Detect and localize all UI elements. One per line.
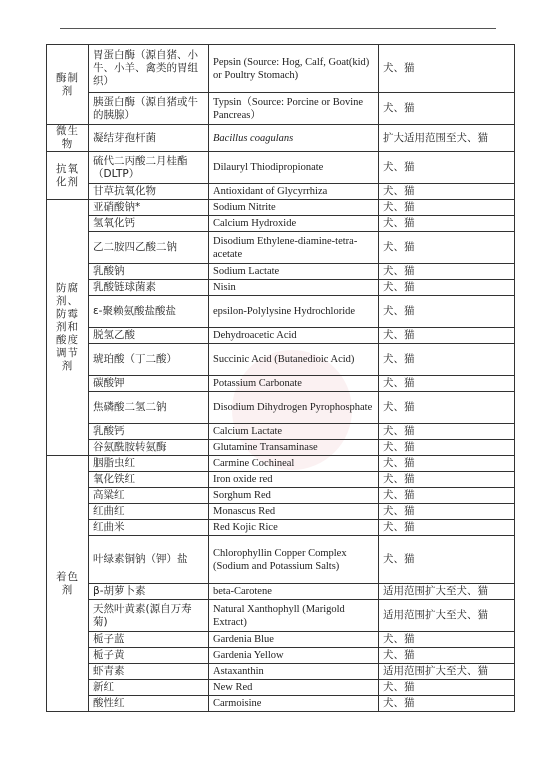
scope-cell: 犬、猫 [379,632,515,648]
table-row [47,520,515,536]
table-row [47,344,515,376]
chinese-name-cell: 栀子黄 [89,648,209,664]
table-row [47,232,515,264]
table-row [47,600,515,632]
table-row [47,125,515,152]
chinese-name-cell: 天然叶黄素(源自万寿菊) [89,600,209,632]
scope-cell: 犬、猫 [379,328,515,344]
scope-cell: 犬、猫 [379,152,515,184]
table-row [47,216,515,232]
scope-cell: 犬、猫 [379,520,515,536]
scope-cell: 犬、猫 [379,392,515,424]
scope-cell: 犬、猫 [379,648,515,664]
scope-cell: 犬、猫 [379,680,515,696]
english-name-cell: Sodium Nitrite [209,200,379,216]
category-cell: 着色 剂 [47,456,89,712]
scope-cell: 扩大适用范围至犬、猫 [379,125,515,152]
scope-cell: 犬、猫 [379,376,515,392]
scope-cell: 犬、猫 [379,424,515,440]
english-name-cell: Nisin [209,280,379,296]
english-name-cell: Typsin（Source: Porcine or Bovine Pancreas） [209,93,379,125]
header-rule [60,28,496,29]
english-name-cell: Sodium Lactate [209,264,379,280]
english-name-cell: Dilauryl Thiodipropionate [209,152,379,184]
english-name-cell: Calcium Hydroxide [209,216,379,232]
table-row [47,296,515,328]
chinese-name-cell: 乳酸钙 [89,424,209,440]
chinese-name-cell: 酸性红 [89,696,209,712]
table-row [47,184,515,200]
table-row [47,152,515,184]
chinese-name-cell: 硫代二丙酸二月桂酯（DLTP） [89,152,209,184]
english-name-cell: Chlorophyllin Copper Complex (Sodium and Potassium Salts) [209,536,379,584]
table-row [47,456,515,472]
scope-cell: 犬、猫 [379,280,515,296]
english-name-cell: Succinic Acid (Butanedioic Acid) [209,344,379,376]
chinese-name-cell: 碳酸钾 [89,376,209,392]
scope-cell: 犬、猫 [379,472,515,488]
chinese-name-cell: 高粱红 [89,488,209,504]
scope-cell: 适用范围扩大至犬、猫 [379,584,515,600]
chinese-name-cell: 胭脂虫红 [89,456,209,472]
english-name-cell: Sorghum Red [209,488,379,504]
scope-cell: 犬、猫 [379,504,515,520]
table-row [47,392,515,424]
table-row [47,93,515,125]
category-cell: 防腐 剂、 防霉 剂和 酸度 调节 剂 [47,200,89,456]
chinese-name-cell: 琥珀酸（丁二酸） [89,344,209,376]
english-name-cell: Astaxanthin [209,664,379,680]
chinese-name-cell: 焦磷酸二氢二钠 [89,392,209,424]
chinese-name-cell: 胃蛋白酶（源自猪、小牛、小羊、禽类的胃组织） [89,45,209,93]
table-row [47,472,515,488]
scope-cell: 犬、猫 [379,456,515,472]
chinese-name-cell: 谷氨酰胺转氨酶 [89,440,209,456]
english-name-cell: Disodium Dihydrogen Pyrophosphate [209,392,379,424]
english-name-cell: Carmine Cochineal [209,456,379,472]
scope-cell: 犬、猫 [379,264,515,280]
table-row [47,376,515,392]
chinese-name-cell: 脱氢乙酸 [89,328,209,344]
table-row [47,664,515,680]
scope-cell: 适用范围扩大至犬、猫 [379,664,515,680]
english-name-cell: Calcium Lactate [209,424,379,440]
scope-cell: 犬、猫 [379,488,515,504]
chinese-name-cell: 红曲红 [89,504,209,520]
english-name-cell: beta-Carotene [209,584,379,600]
table-row [47,680,515,696]
table-row [47,696,515,712]
chinese-name-cell: 栀子蓝 [89,632,209,648]
additive-table [46,44,515,712]
scope-cell: 犬、猫 [379,216,515,232]
english-name-cell: Gardenia Yellow [209,648,379,664]
table-row [47,584,515,600]
english-name-cell: Antioxidant of Glycyrrhiza [209,184,379,200]
english-name-cell: Bacillus coagulans [209,125,379,152]
table-row [47,45,515,93]
chinese-name-cell: 乙二胺四乙酸二钠 [89,232,209,264]
scope-cell: 犬、猫 [379,232,515,264]
scope-cell: 犬、猫 [379,184,515,200]
category-cell: 酶制 剂 [47,45,89,125]
table-row [47,632,515,648]
chinese-name-cell: 叶绿素铜钠（钾）盐 [89,536,209,584]
table-row [47,536,515,584]
scope-cell: 犬、猫 [379,696,515,712]
scope-cell: 犬、猫 [379,200,515,216]
english-name-cell: Iron oxide red [209,472,379,488]
scope-cell: 犬、猫 [379,296,515,328]
table-row [47,328,515,344]
scope-cell: 适用范围扩大至犬、猫 [379,600,515,632]
chinese-name-cell: 胰蛋白酶（源自猪或牛的胰腺） [89,93,209,125]
english-name-cell: Monascus Red [209,504,379,520]
scope-cell: 犬、猫 [379,440,515,456]
chinese-name-cell: 甘草抗氧化物 [89,184,209,200]
chinese-name-cell: 红曲米 [89,520,209,536]
chinese-name-cell: 氢氧化钙 [89,216,209,232]
chinese-name-cell: ε-聚赖氨酸盐酸盐 [89,296,209,328]
scope-cell: 犬、猫 [379,344,515,376]
chinese-name-cell: 氧化铁红 [89,472,209,488]
chinese-name-cell: 乳酸钠 [89,264,209,280]
chinese-name-cell: 虾青素 [89,664,209,680]
table-row [47,200,515,216]
table-row [47,648,515,664]
chinese-name-cell: 凝结芽孢杆菌 [89,125,209,152]
scope-cell: 犬、猫 [379,93,515,125]
table-row [47,440,515,456]
english-name-cell: Dehydroacetic Acid [209,328,379,344]
english-name-cell: Red Kojic Rice [209,520,379,536]
chinese-name-cell: β-胡萝卜素 [89,584,209,600]
english-name-cell: New Red [209,680,379,696]
english-name-cell: Pepsin (Source: Hog, Calf, Goat(kid) or Poultry Stomach) [209,45,379,93]
english-name-cell: epsilon-Polylysine Hydrochloride [209,296,379,328]
scope-cell: 犬、猫 [379,536,515,584]
english-name-cell: Carmoisine [209,696,379,712]
table-row [47,424,515,440]
category-cell: 微生 物 [47,125,89,152]
english-name-cell: Potassium Carbonate [209,376,379,392]
english-name-cell: Glutamine Transaminase [209,440,379,456]
table-row [47,280,515,296]
english-name-cell: Gardenia Blue [209,632,379,648]
english-name-cell: Natural Xanthophyll (Marigold Extract) [209,600,379,632]
english-name-cell: Disodium Ethylene-diamine-tetra-acetate [209,232,379,264]
category-cell: 抗氧 化剂 [47,152,89,200]
table-row [47,264,515,280]
chinese-name-cell: 亚硝酸钠* [89,200,209,216]
table-row [47,488,515,504]
table-row [47,504,515,520]
chinese-name-cell: 新红 [89,680,209,696]
scope-cell: 犬、猫 [379,45,515,93]
chinese-name-cell: 乳酸链球菌素 [89,280,209,296]
